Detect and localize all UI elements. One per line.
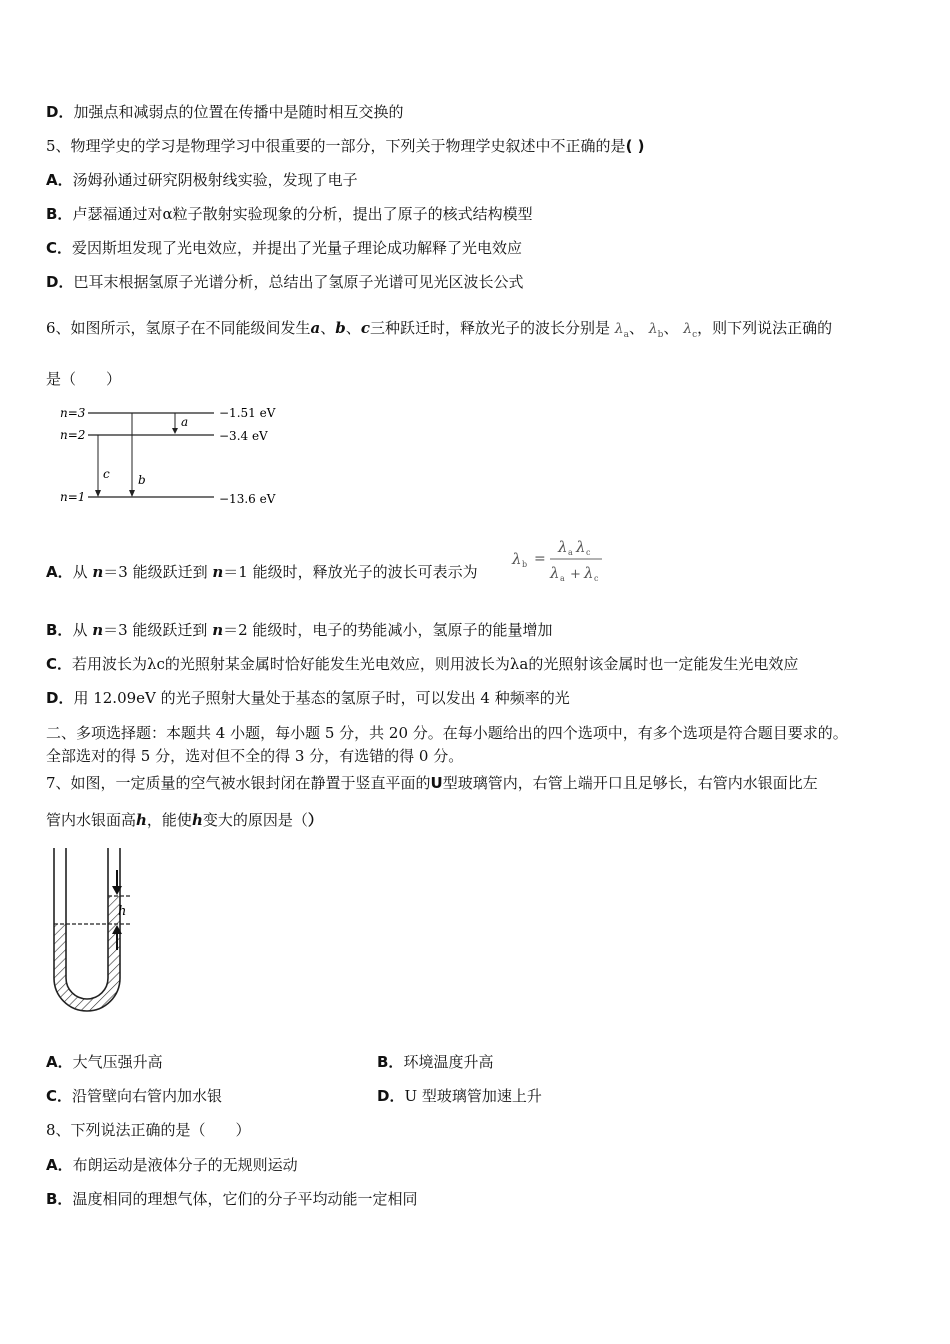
option-text: 大气压强升高: [72, 1053, 163, 1071]
lambda-b: [648, 321, 664, 340]
option-label: D．: [46, 273, 74, 291]
question-text: 三种跃迁时，释放光子的波长分别是: [369, 319, 610, 337]
formula-sub: c: [594, 574, 599, 583]
option-text: 环境温度升高: [403, 1053, 494, 1071]
arrow-b-head: [129, 490, 135, 497]
energy-e1: −13.6 eV: [219, 492, 276, 506]
option-text: 沿管壁向右管内加水银: [72, 1087, 223, 1105]
q7-stem-line2: [46, 810, 323, 830]
section-text: 全部选对的得 5 分，选对但不全的得 3 分，有选错的得 0 分。: [46, 747, 464, 765]
q6-stem-line2: [46, 369, 121, 389]
separator: 、: [345, 319, 361, 337]
formula-sub: b: [522, 560, 528, 569]
quantum-number: n: [92, 563, 104, 581]
question-text: 7、如图，一定质量的空气被水银封闭在静置于竖直平面的: [46, 774, 431, 792]
q8-option-b: [46, 1189, 417, 1209]
lambda-symbol: λ: [648, 321, 658, 337]
energy-e3: −1.51 eV: [219, 406, 276, 420]
h-symbol: h: [136, 811, 147, 829]
q5-option-b: [46, 204, 533, 224]
q8-stem: [46, 1120, 251, 1140]
option-label: D．: [377, 1087, 405, 1105]
q7-stem-line1: [46, 773, 818, 793]
lambda-symbol: λ: [614, 321, 624, 337]
formula-lambda: λ: [576, 538, 586, 556]
q4-option-d: [46, 102, 403, 122]
arrow-c-label: c: [103, 467, 110, 481]
option-text: 汤姆孙通过研究阴极射线实验，发现了电子: [72, 171, 358, 189]
arrow-c-head: [95, 490, 101, 497]
section2-line2: [46, 746, 463, 766]
question-text: 变大的原因是（: [202, 811, 308, 829]
option-label: A．: [46, 1053, 73, 1071]
option-label: D．: [46, 689, 74, 707]
option-text: ＝2 能级时，电子的势能减小，氢原子的能量增加: [223, 621, 553, 639]
option-label: D．: [46, 103, 74, 121]
formula-sub: a: [560, 574, 565, 583]
option-text: ＝1 能级时，释放光子的波长可表示为: [223, 563, 478, 581]
answer-paren: ( ): [625, 137, 645, 155]
question-text: 5、物理学史的学习是物理学习中很重要的一部分，下列关于物理学史叙述中不正确的是: [46, 137, 626, 155]
option-text: 用 12.09eV 的光子照射大量处于基态的氢原子时，可以发出 4 种频率的光: [73, 689, 570, 707]
question-text: 型玻璃管内，右管上端开口且足够长，右管内水银面比左: [442, 774, 818, 792]
option-label: C．: [46, 1087, 73, 1105]
q8-option-a: [46, 1155, 298, 1175]
formula-sub: a: [568, 548, 573, 557]
quantum-number: n: [92, 621, 104, 639]
option-text: U 型玻璃管加速上升: [404, 1087, 542, 1105]
option-text: ＝3 能级跃迁到: [103, 563, 213, 581]
section-text: 二、多项选择题：本题共 4 小题，每小题 5 分，共 20 分。在每小题给出的四个选项中，有多个选项是符合题目要求的。: [46, 724, 848, 742]
option-label: B．: [46, 205, 73, 223]
lambda-symbol: λ: [683, 321, 693, 337]
option-label: A．: [46, 171, 73, 189]
q7-option-b: [377, 1052, 493, 1072]
option-text: 温度相同的理想气体，它们的分子平均动能一定相同: [72, 1190, 418, 1208]
q6-option-b: [46, 620, 552, 640]
q5-option-d: [46, 272, 523, 292]
separator: 、: [320, 319, 336, 337]
h-symbol: h: [191, 811, 203, 829]
question-text: ，则下列说法正确的: [697, 319, 833, 337]
option-text: 若用波长为λc的光照射某金属时恰好能发生光电效应，则用波长为λa的光照射该金属时也一定能发生光电效应: [72, 655, 799, 673]
label-n1: n=1: [60, 490, 86, 504]
subscript: a: [623, 330, 629, 340]
arrow-a-label: a: [181, 415, 189, 429]
transition-b: b: [335, 319, 346, 337]
quantum-number: n: [212, 563, 224, 581]
q7-option-c: [46, 1086, 222, 1106]
height-label: h: [118, 904, 127, 919]
formula-lambda: λ: [584, 564, 594, 582]
question-text: 8、下列说法正确的是（ ）: [46, 1121, 251, 1139]
u-symbol: U: [430, 774, 443, 792]
energy-e2: −3.4 eV: [219, 429, 268, 443]
lambda-c: [683, 321, 698, 340]
label-n2: n=2: [60, 428, 86, 442]
option-text: 布朗运动是液体分子的无规则运动: [72, 1156, 298, 1174]
option-text: 巴耳末根据氢原子光谱分析，总结出了氢原子光谱可见光区波长公式: [73, 273, 524, 291]
question-text: ，能使: [146, 811, 192, 829]
formula-lambda: λ: [512, 550, 522, 568]
q7-option-a: [46, 1052, 163, 1072]
option-text: 从: [72, 563, 93, 581]
answer-paren: ）: [307, 811, 323, 829]
formula-plus: +: [570, 567, 581, 582]
option-label: A．: [46, 1156, 73, 1174]
q6-option-d: [46, 688, 570, 708]
option-label: B．: [377, 1053, 404, 1071]
subscript: c: [692, 330, 698, 340]
q5-stem: [46, 136, 645, 156]
separator: 、: [663, 319, 679, 337]
wavelength-formula: [510, 536, 606, 588]
option-label: C．: [46, 239, 73, 257]
option-label: A．: [46, 563, 73, 581]
section2-line1: [46, 723, 848, 743]
q5-option-c: [46, 238, 522, 258]
formula-equals: =: [534, 551, 546, 567]
label-n3: n=3: [60, 406, 86, 420]
formula-lambda: λ: [550, 564, 560, 582]
q5-option-a: [46, 170, 358, 190]
question-text: 管内水银面高: [46, 811, 137, 829]
option-label: C．: [46, 655, 73, 673]
q6-stem-line1: [46, 318, 832, 345]
separator: 、: [629, 319, 645, 337]
arrow-b-label: b: [138, 473, 146, 487]
arrow-a-head: [172, 428, 178, 434]
lambda-a: [614, 321, 629, 340]
q6-option-a: [46, 562, 478, 582]
option-label: B．: [46, 621, 73, 639]
option-text: 从: [72, 621, 93, 639]
quantum-number: n: [212, 621, 224, 639]
option-label: B．: [46, 1190, 73, 1208]
option-text: 爱因斯坦发现了光电效应，并提出了光量子理论成功解释了光电效应: [72, 239, 523, 257]
option-text: 加强点和减弱点的位置在传播中是随时相互交换的: [73, 103, 404, 121]
subscript: b: [657, 330, 664, 340]
formula-sub: c: [586, 548, 591, 557]
question-text: 6、如图所示，氢原子在不同能级间发生: [46, 319, 311, 337]
option-text: 卢瑟福通过对α粒子散射实验现象的分析，提出了原子的核式结构模型: [72, 205, 533, 223]
formula-lambda: λ: [558, 538, 568, 556]
mercury-column: [54, 896, 120, 1011]
q6-option-c: [46, 654, 798, 674]
u-tube-diagram: [50, 846, 134, 1024]
option-text: ＝3 能级跃迁到: [103, 621, 213, 639]
transition-a: a: [310, 319, 321, 337]
question-text: 是（ ）: [46, 370, 122, 388]
q7-option-d: [377, 1086, 542, 1106]
transition-c: c: [360, 319, 370, 337]
energy-level-diagram: [56, 402, 288, 514]
